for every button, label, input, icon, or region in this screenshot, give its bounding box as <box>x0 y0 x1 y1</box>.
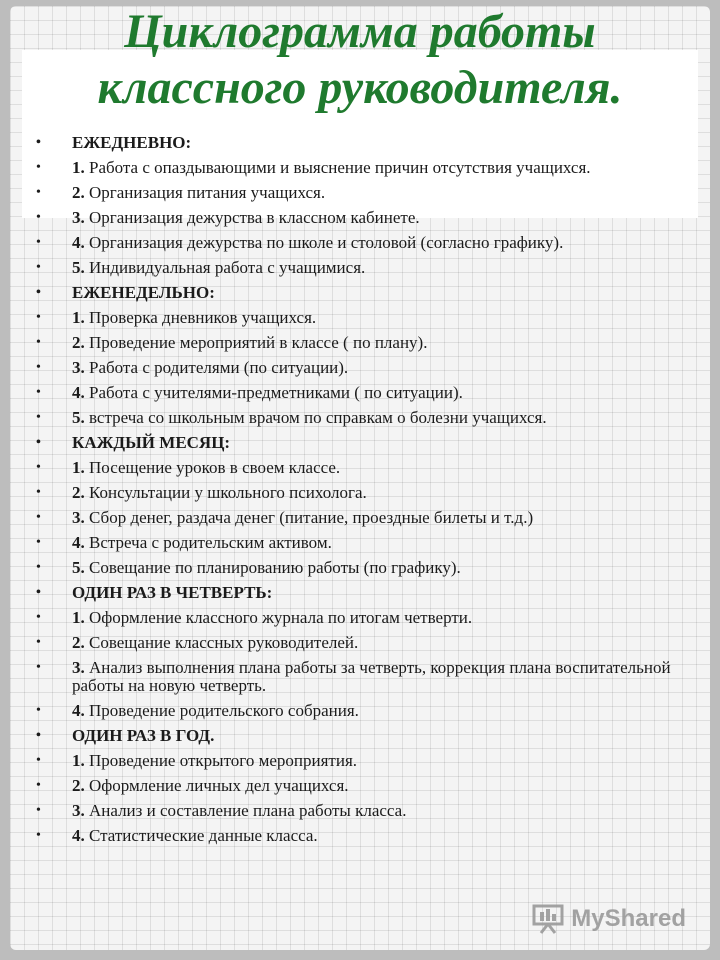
list-item <box>36 259 686 277</box>
list-item <box>36 209 686 227</box>
section-heading <box>36 584 686 602</box>
item-number: 2. <box>72 776 85 795</box>
item-number: 4. <box>72 383 85 402</box>
list-item <box>36 752 686 770</box>
item-number: 3. <box>72 358 85 377</box>
bullet-icon: • <box>36 560 41 575</box>
bullet-icon: • <box>36 185 41 200</box>
item-text: Сбор денег, раздача денег (питание, проездные билеты и т.д.) <box>89 508 534 527</box>
bullet-icon: • <box>36 210 41 225</box>
bullet-icon: • <box>36 485 41 500</box>
title-line-1: Циклограмма работы <box>124 5 596 58</box>
item-number: 4. <box>72 533 85 552</box>
list-item <box>36 559 686 577</box>
item-text: Индивидуальная работа с учащимися. <box>89 258 366 277</box>
bullet-icon: • <box>36 585 41 600</box>
list-item <box>36 534 686 552</box>
item-text: Организация питания учащихся. <box>89 183 326 202</box>
section-heading <box>36 284 686 302</box>
item-text: Встреча с родительским активом. <box>89 533 332 552</box>
bullet-icon: • <box>36 235 41 250</box>
list-item <box>36 334 686 352</box>
item-text: Проверка дневников учащихся. <box>89 308 317 327</box>
item-text: Консультации у школьного психолога. <box>89 483 367 502</box>
item-text: Работа с родителями (по ситуации). <box>89 358 349 377</box>
list-item <box>36 659 686 695</box>
bullet-icon: • <box>36 385 41 400</box>
bullet-icon: • <box>36 410 41 425</box>
item-number: 5. <box>72 258 85 277</box>
item-text: встреча со школьным врачом по справкам о болезни учащихся. <box>89 408 547 427</box>
watermark <box>531 904 686 934</box>
item-text: Совещание классных руководителей. <box>89 633 359 652</box>
item-text: Анализ выполнения плана работы за четверть, коррекция плана воспитательной работы на новую четверть. <box>72 658 671 695</box>
list-item <box>36 484 686 502</box>
section-heading-text: ОДИН РАЗ В ЧЕТВЕРТЬ: <box>72 583 273 602</box>
section-heading <box>36 727 686 745</box>
item-text: Оформление личных дел учащихся. <box>89 776 349 795</box>
list-item <box>36 309 686 327</box>
list-item <box>36 359 686 377</box>
item-text: Анализ и составление плана работы класса. <box>89 801 407 820</box>
bullet-icon: • <box>36 435 41 450</box>
item-text: Организация дежурства в классном кабинете. <box>89 208 420 227</box>
presentation-icon <box>531 904 565 934</box>
item-text: Совещание по планированию работы (по графику). <box>89 558 461 577</box>
section-heading-text: ОДИН РАЗ В ГОД. <box>72 726 215 745</box>
section-heading <box>36 434 686 452</box>
list-item <box>36 777 686 795</box>
item-number: 1. <box>72 458 85 477</box>
list-item <box>36 184 686 202</box>
item-number: 1. <box>72 158 85 177</box>
item-number: 5. <box>72 558 85 577</box>
bullet-icon: • <box>36 778 41 793</box>
bullet-icon: • <box>36 335 41 350</box>
title-line-2: классного руководителя. <box>97 61 623 114</box>
item-number: 2. <box>72 333 85 352</box>
item-number: 2. <box>72 483 85 502</box>
item-number: 4. <box>72 233 85 252</box>
item-number: 2. <box>72 183 85 202</box>
item-number: 2. <box>72 633 85 652</box>
list-item <box>36 702 686 720</box>
item-number: 3. <box>72 208 85 227</box>
item-text: Посещение уроков в своем классе. <box>89 458 341 477</box>
section-heading-text: ЕЖЕНЕДЕЛЬНО: <box>72 283 215 302</box>
bullet-icon: • <box>36 828 41 843</box>
list-item <box>36 459 686 477</box>
list-item <box>36 802 686 820</box>
item-text: Работа с учителями-предметниками ( по ситуации). <box>89 383 463 402</box>
item-number: 3. <box>72 801 85 820</box>
bullet-icon: • <box>36 535 41 550</box>
bullet-icon: • <box>36 460 41 475</box>
bullet-icon: • <box>36 803 41 818</box>
item-number: 3. <box>72 508 85 527</box>
item-number: 4. <box>72 701 85 720</box>
bullet-icon: • <box>36 310 41 325</box>
list-item <box>36 509 686 527</box>
item-number: 5. <box>72 408 85 427</box>
item-number: 1. <box>72 608 85 627</box>
bullet-icon: • <box>36 753 41 768</box>
section-heading <box>36 134 686 152</box>
bullet-icon: • <box>36 660 41 675</box>
list-item <box>36 609 686 627</box>
item-text: Проведение мероприятий в классе ( по плану). <box>89 333 428 352</box>
bullet-icon: • <box>36 160 41 175</box>
bullet-icon: • <box>36 610 41 625</box>
bullet-icon: • <box>36 360 41 375</box>
item-text: Статистические данные класса. <box>89 826 318 845</box>
list-item <box>36 234 686 252</box>
list-item <box>36 827 686 845</box>
item-text: Работа с опаздывающими и выяснение причин отсутствия учащихся. <box>89 158 591 177</box>
bullet-icon: • <box>36 135 41 150</box>
page-title <box>0 4 720 116</box>
list-item <box>36 159 686 177</box>
item-text: Организация дежурства по школе и столовой (согласно графику). <box>89 233 564 252</box>
item-text: Проведение открытого мероприятия. <box>89 751 358 770</box>
item-text: Оформление классного журнала по итогам четверти. <box>89 608 473 627</box>
bullet-icon: • <box>36 635 41 650</box>
watermark-text: MyShared <box>571 905 686 932</box>
schedule-list <box>36 134 686 852</box>
item-number: 4. <box>72 826 85 845</box>
list-item <box>36 384 686 402</box>
list-item <box>36 634 686 652</box>
section-heading-text: КАЖДЫЙ МЕСЯЦ: <box>72 433 231 452</box>
item-text: Проведение родительского собрания. <box>89 701 359 720</box>
section-heading-text: ЕЖЕДНЕВНО: <box>72 133 192 152</box>
bullet-icon: • <box>36 703 41 718</box>
bullet-icon: • <box>36 285 41 300</box>
bullet-icon: • <box>36 510 41 525</box>
list-item <box>36 409 686 427</box>
item-number: 3. <box>72 658 85 677</box>
bullet-icon: • <box>36 728 41 743</box>
bullet-icon: • <box>36 260 41 275</box>
item-number: 1. <box>72 751 85 770</box>
item-number: 1. <box>72 308 85 327</box>
